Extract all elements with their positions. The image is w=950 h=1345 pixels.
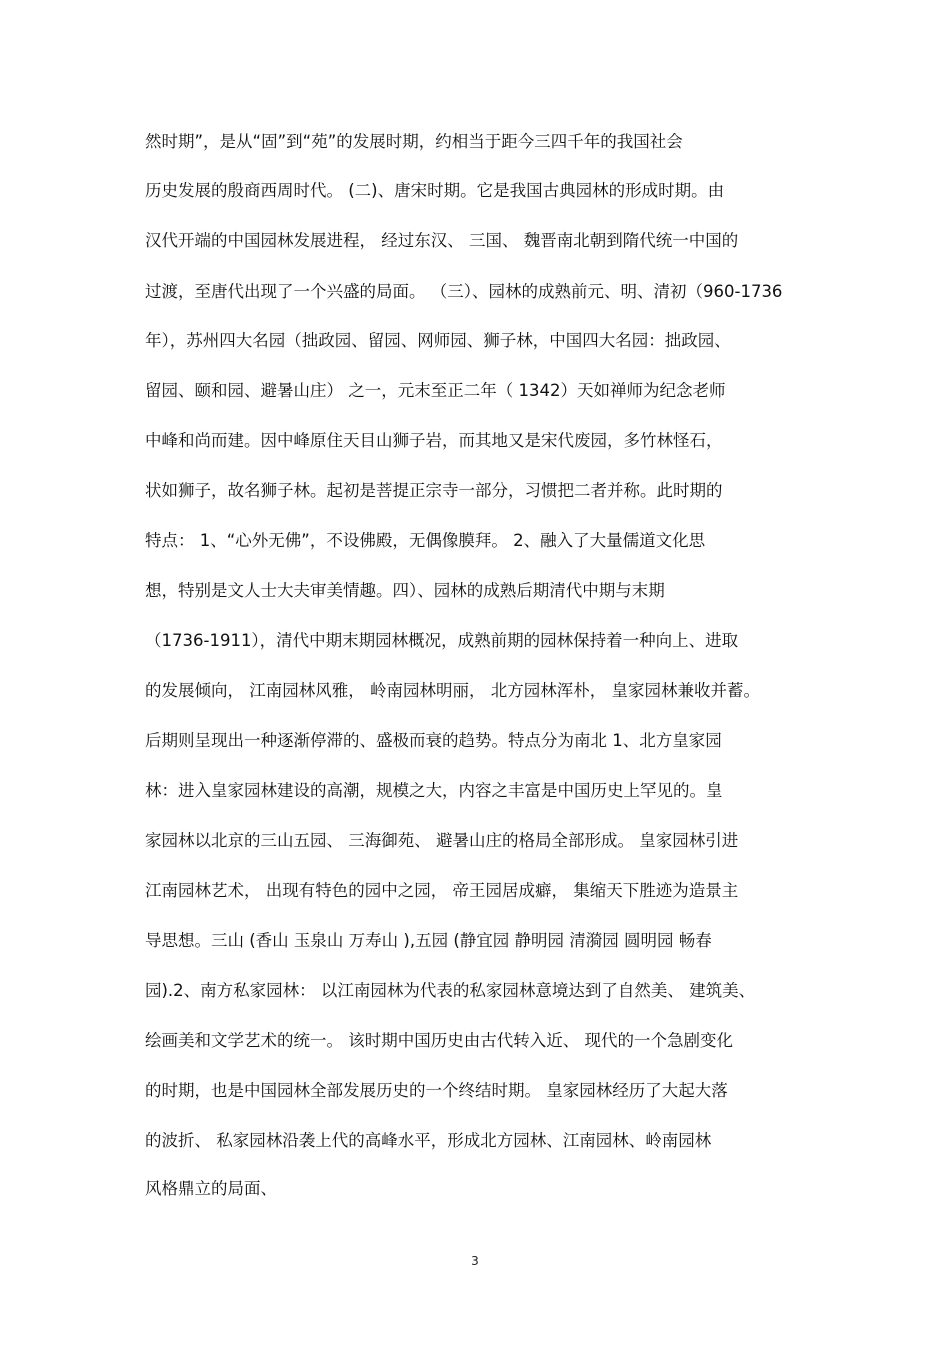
text-line-9: 特点： 1、“心外无佛”，不设佛殿，无偶像膜拜。 2、融入了大量儒道文化思 — [145, 531, 706, 550]
text-line-2: 历史发展的殷商西周时代。 (二)、唐宋时期。它是我国古典园林的形成时期。由 — [145, 181, 725, 200]
text-line-8: 状如狮子，故名狮子林。起初是菩提正宗寺一部分，习惯把二者并称。此时期的 — [145, 481, 723, 500]
text-line-22: 风格鼎立的局面、 — [145, 1179, 277, 1198]
text-line-6: 留园、颐和园、避暑山庄） 之一，元末至正二年（ 1342）天如禅师为纪念老师 — [145, 381, 726, 400]
text-line-20: 的时期，也是中国园林全部发展历史的一个终结时期。 皇家园林经历了大起大落 — [145, 1081, 728, 1100]
text-line-16: 江南园林艺术， 出现有特色的园中之园， 帝王园居成癖， 集缩天下胜迹为造景主 — [145, 881, 739, 900]
text-line-5: 年），苏州四大名园（拙政园、留园、网师园、狮子林，中国四大名园：拙政园、 — [145, 331, 731, 350]
text-line-15: 家园林以北京的三山五园、 三海御苑、 避暑山庄的格局全部形成。 皇家园林引进 — [145, 831, 739, 850]
text-line-21: 的波折、 私家园林沿袭上代的高峰水平，形成北方园林、江南园林、岭南园林 — [145, 1131, 712, 1150]
text-line-13: 后期则呈现出一种逐渐停滞的、盛极而衰的趋势。特点分为南北 1、北方皇家园 — [145, 731, 722, 750]
text-line-19: 绘画美和文学艺术的统一。 该时期中国历史由古代转入近、 现代的一个急剧变化 — [145, 1031, 733, 1050]
text-line-17: 导思想。三山 (香山 玉泉山 万寿山 ),五园 (静宜园 静明园 清漪园 圆明园 畅春 — [145, 931, 712, 950]
text-line-11: （1736-1911），清代中期末期园林概况，成熟前期的园林保持着一种向上、进取 — [145, 631, 739, 650]
text-line-3: 汉代开端的中国园林发展进程， 经过东汉、 三国、 魏晋南北朝到隋代统一中国的 — [145, 231, 739, 250]
text-line-18: 园).2、南方私家园林： 以江南园林为代表的私家园林意境达到了自然美、 建筑美、 — [145, 981, 756, 1000]
text-line-12: 的发展倾向， 江南园林风雅， 岭南园林明丽， 北方园林浑朴， 皇家园林兼收并蓄。 — [145, 681, 760, 700]
text-line-7: 中峰和尚而建。因中峰原住天目山狮子岩，而其地又是宋代废园，多竹林怪石， — [145, 431, 723, 450]
text-line-4: 过渡，至唐代出现了一个兴盛的局面。 （三）、园林的成熟前元、明、清初（960-1736 — [145, 282, 783, 301]
page-number: 3 — [471, 1254, 479, 1268]
text-line-14: 林：进入皇家园林建设的高潮，规模之大，内容之丰富是中国历史上罕见的。皇 — [145, 781, 723, 800]
text-line-1: 然时期”，是从“固”到“苑”的发展时期，约相当于距今三四千年的我国社会 — [145, 132, 683, 151]
text-line-10: 想，特别是文人士大夫审美情趣。四）、园林的成熟后期清代中期与末期 — [145, 581, 665, 600]
